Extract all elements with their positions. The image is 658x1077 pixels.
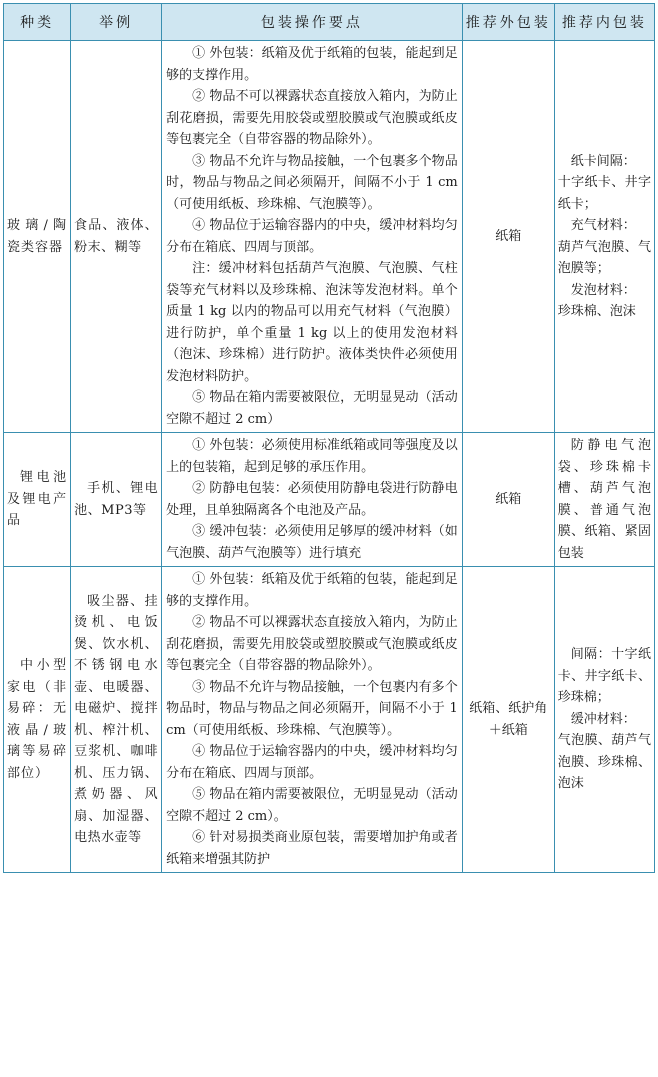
point-note: 注：缓冲材料包括葫芦气泡膜、气泡膜、气柱袋等充气材料以及珍珠棉、泡沫等发泡材料。单个质量 1 kg 以内的物品可以用充气材料（气泡膜）进行防护，单个重量 1 kg 以上的使用发泡材料（泡沫、珍珠棉）进行防护。液体类快件必须使用发泡材料防护。 (166, 261, 458, 384)
point-item: ① 外包装：必须使用标准纸箱或同等强度及以上的包装箱，起到足够的承压作用。 (166, 438, 458, 475)
inner-line: 气泡膜、葫芦气泡膜、珍珠棉、泡沫 (557, 733, 651, 792)
point-item: ④ 物品位于运输容器内的中央，缓冲材料均匀分布在箱底、四周与顶部。 (166, 218, 458, 255)
point-item: ⑤ 物品在箱内需要被限位，无明显晃动（活动空隙不超过 2 cm） (166, 390, 458, 427)
type-cell: 中小型家电（非易碎：无液晶/玻璃等易碎部位） (4, 567, 71, 873)
point-item: ① 外包装：纸箱及优于纸箱的包装，能起到足够的支撑作用。 (166, 46, 458, 83)
inner-line: 发泡材料： (570, 282, 636, 298)
header-outer: 推荐外包装 (462, 4, 554, 41)
point-item: ③ 物品不允许与物品接触，一个包裹内有多个物品时，物品与物品之间必须隔开，间隔不小于 1 cm（可使用纸板、珍珠棉、气泡膜等）。 (166, 679, 458, 738)
inner-line: 纸卡间隔： (570, 153, 636, 169)
point-item: ① 外包装：纸箱及优于纸箱的包装，能起到足够的支撑作用。 (166, 572, 458, 609)
header-points: 包装操作要点 (162, 4, 463, 41)
points-cell (162, 433, 463, 567)
inner-cell (554, 41, 654, 433)
outer-cell: 纸箱、纸护角＋纸箱 (462, 567, 554, 873)
header-row (4, 4, 655, 41)
outer-cell: 纸箱 (462, 41, 554, 433)
point-item: ③ 物品不允许与物品接触，一个包裹多个物品时，物品与物品之间必须隔开，间隔不小于 1 cm（可使用纸板、珍珠棉、气泡膜等）。 (166, 153, 458, 212)
inner-line: 缓冲材料： (570, 711, 636, 727)
inner-line: 防静电气泡袋、珍珠棉卡槽、葫芦气泡膜、普通气泡膜、纸箱、紧固包装 (557, 438, 651, 561)
type-cell: 玻璃/陶瓷类容器 (4, 41, 71, 433)
example-cell: 手机、锂电池、MP3等 (71, 433, 162, 567)
outer-cell: 纸箱 (462, 433, 554, 567)
point-item: ② 防静电包装：必须使用防静电袋进行防静电处理，且单独隔离各个电池及产品。 (166, 481, 458, 518)
points-cell (162, 41, 463, 433)
example-cell: 食品、液体、粉末、糊等 (71, 41, 162, 433)
header-type: 种类 (4, 4, 71, 41)
table-row (4, 567, 655, 873)
packaging-table (3, 3, 655, 873)
inner-cell (554, 433, 654, 567)
example-cell: 吸尘器、挂烫机、电饭煲、饮水机、不锈钢电水壶、电暖器、电磁炉、搅拌机、榨汁机、豆浆机、咖啡机、压力锅、煮奶器、风扇、加湿器、电热水壶等 (71, 567, 162, 873)
point-item: ③ 缓冲包装：必须使用足够厚的缓冲材料（如气泡膜、葫芦气泡膜等）进行填充 (166, 524, 458, 561)
point-item: ④ 物品位于运输容器内的中央，缓冲材料均匀分布在箱底、四周与顶部。 (166, 744, 458, 781)
point-item: ② 物品不可以裸露状态直接放入箱内，为防止刮花磨损，需要先用胶袋或塑胶膜或气泡膜或纸皮等包裹完全（自带容器的物品除外）。 (166, 615, 458, 673)
inner-line: 葫芦气泡膜、气泡膜等； (557, 239, 651, 276)
header-inner: 推荐内包装 (554, 4, 654, 41)
inner-line: 珍珠棉、泡沫 (557, 304, 636, 319)
inner-line: 十字纸卡、井字纸卡； (557, 175, 651, 212)
point-item: ⑥ 针对易损类商业原包装，需要增加护角或者纸箱来增强其防护 (166, 830, 458, 867)
table-row (4, 41, 655, 433)
type-cell: 锂电池及锂电产品 (4, 433, 71, 567)
table-row (4, 433, 655, 567)
point-item: ② 物品不可以裸露状态直接放入箱内，为防止刮花磨损，需要先用胶袋或塑胶膜或气泡膜或纸皮等包裹完全（自带容器的物品除外）。 (166, 89, 458, 147)
point-item: ⑤ 物品在箱内需要被限位，无明显晃动（活动空隙不超过 2 cm）。 (166, 787, 458, 824)
inner-line: 充气材料： (570, 218, 636, 233)
inner-cell (554, 567, 654, 873)
header-example: 举例 (71, 4, 162, 41)
points-cell (162, 567, 463, 873)
inner-line: 间隔：十字纸卡、井字纸卡、珍珠棉； (557, 647, 651, 706)
